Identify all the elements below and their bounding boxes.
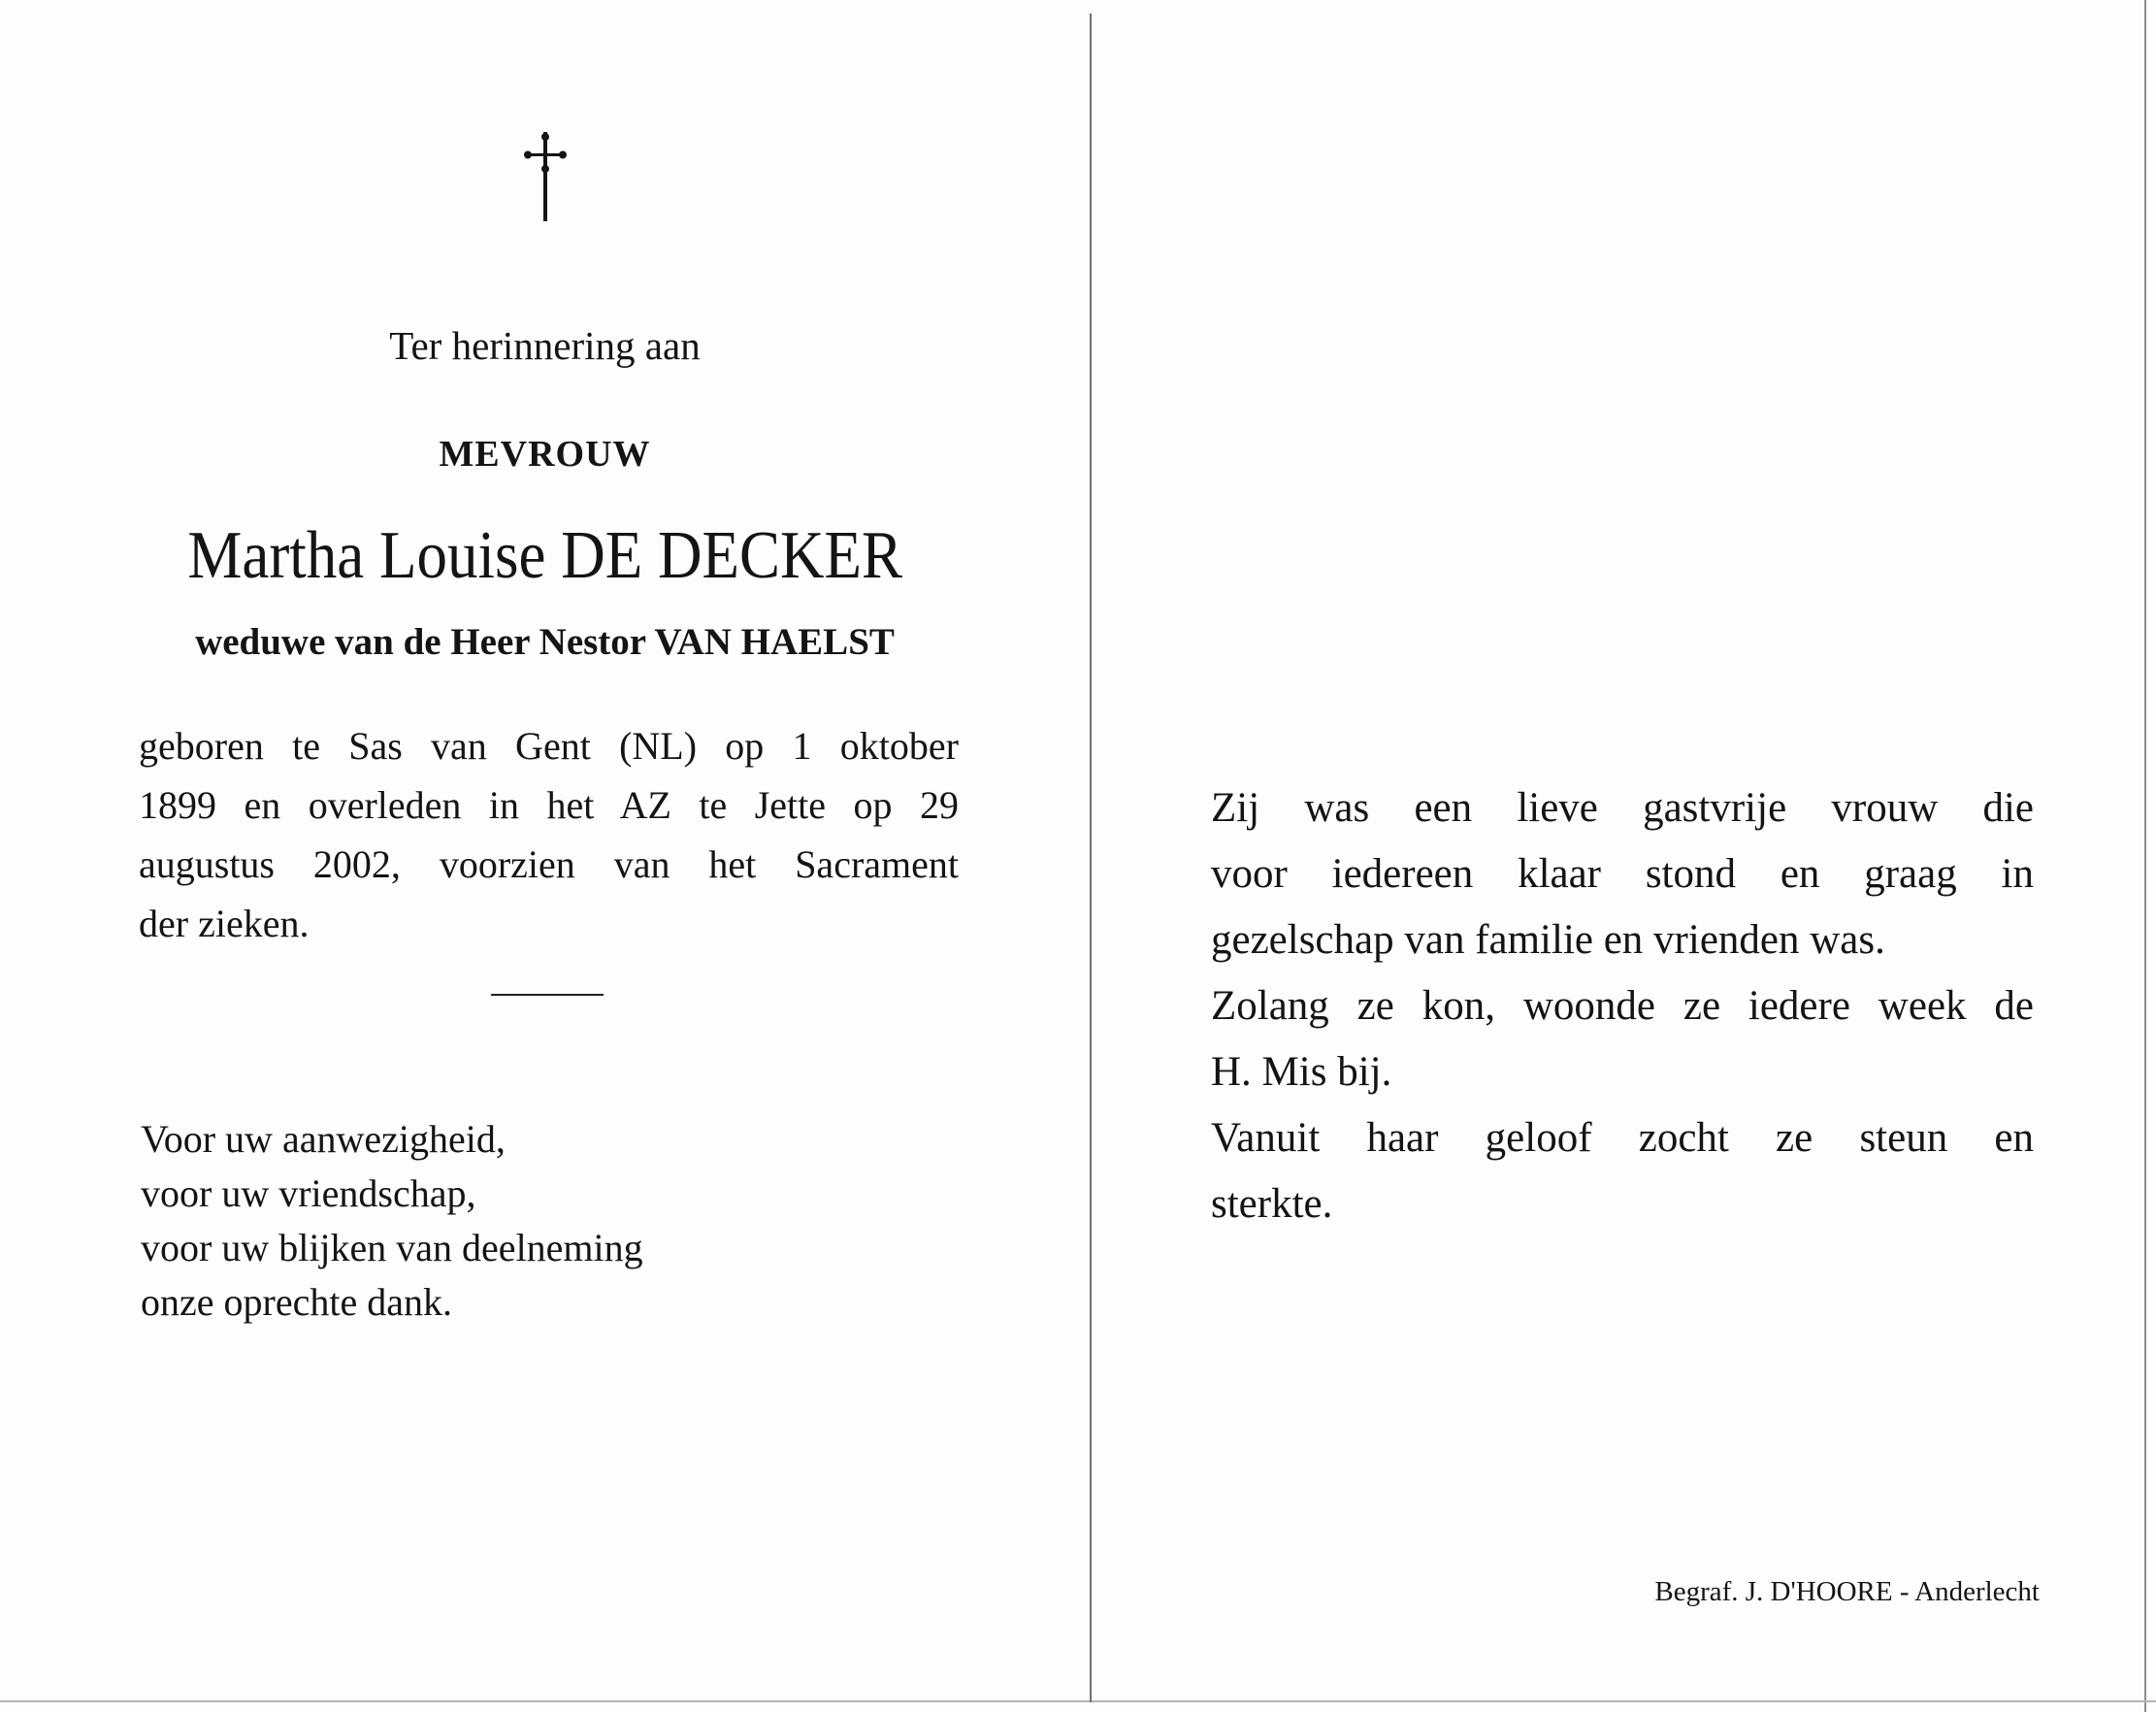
- thanks-line: voor uw blijken van deelneming: [141, 1226, 643, 1269]
- separator-dash: [491, 994, 604, 996]
- latin-cross-icon: [524, 132, 567, 221]
- tribute-line: voor iedereen klaar stond en graag in: [1211, 851, 2034, 897]
- tribute-line: gezelschap van familie en vrienden was.: [1211, 917, 1885, 963]
- deceased-name: Martha Louise DE DECKER: [187, 518, 902, 593]
- tribute-line: Vanuit haar geloof zocht ze steun en: [1211, 1115, 2034, 1161]
- tribute-line: Zolang ze kon, woonde ze iedere week de: [1211, 983, 2034, 1029]
- thanks-line: voor uw vriendschap,: [141, 1171, 476, 1215]
- bio-line: augustus 2002, voorzien van het Sacrament: [139, 842, 959, 886]
- intro-text: Ter herinnering aan: [389, 323, 701, 368]
- tribute-line: H. Mis bij.: [1211, 1049, 1392, 1095]
- tribute-line: Zij was een lieve gastvrije vrouw die: [1211, 785, 2034, 831]
- thanks-paragraph: [141, 1112, 820, 1330]
- bio-line: der zieken.: [139, 902, 310, 945]
- widow-of-line: weduwe van de Heer Nestor VAN HAELST: [195, 621, 895, 663]
- tribute-paragraph: [1211, 775, 2034, 1237]
- thanks-line: onze oprechte dank.: [141, 1280, 452, 1324]
- thanks-line: Voor uw aanwezigheid,: [141, 1117, 506, 1161]
- biography-paragraph: [139, 716, 959, 953]
- tribute-line: sterkte.: [1211, 1181, 1333, 1227]
- card-right-edge: [2144, 0, 2146, 1712]
- bio-line: geboren te Sas van Gent (NL) op 1 oktober: [139, 724, 959, 768]
- printer-credit: Begraf. J. D'HOORE - Anderlecht: [1654, 1576, 2040, 1607]
- honorific-title: MEVROUW: [439, 434, 651, 475]
- bio-line: 1899 en overleden in het AZ te Jette op 29: [139, 783, 959, 827]
